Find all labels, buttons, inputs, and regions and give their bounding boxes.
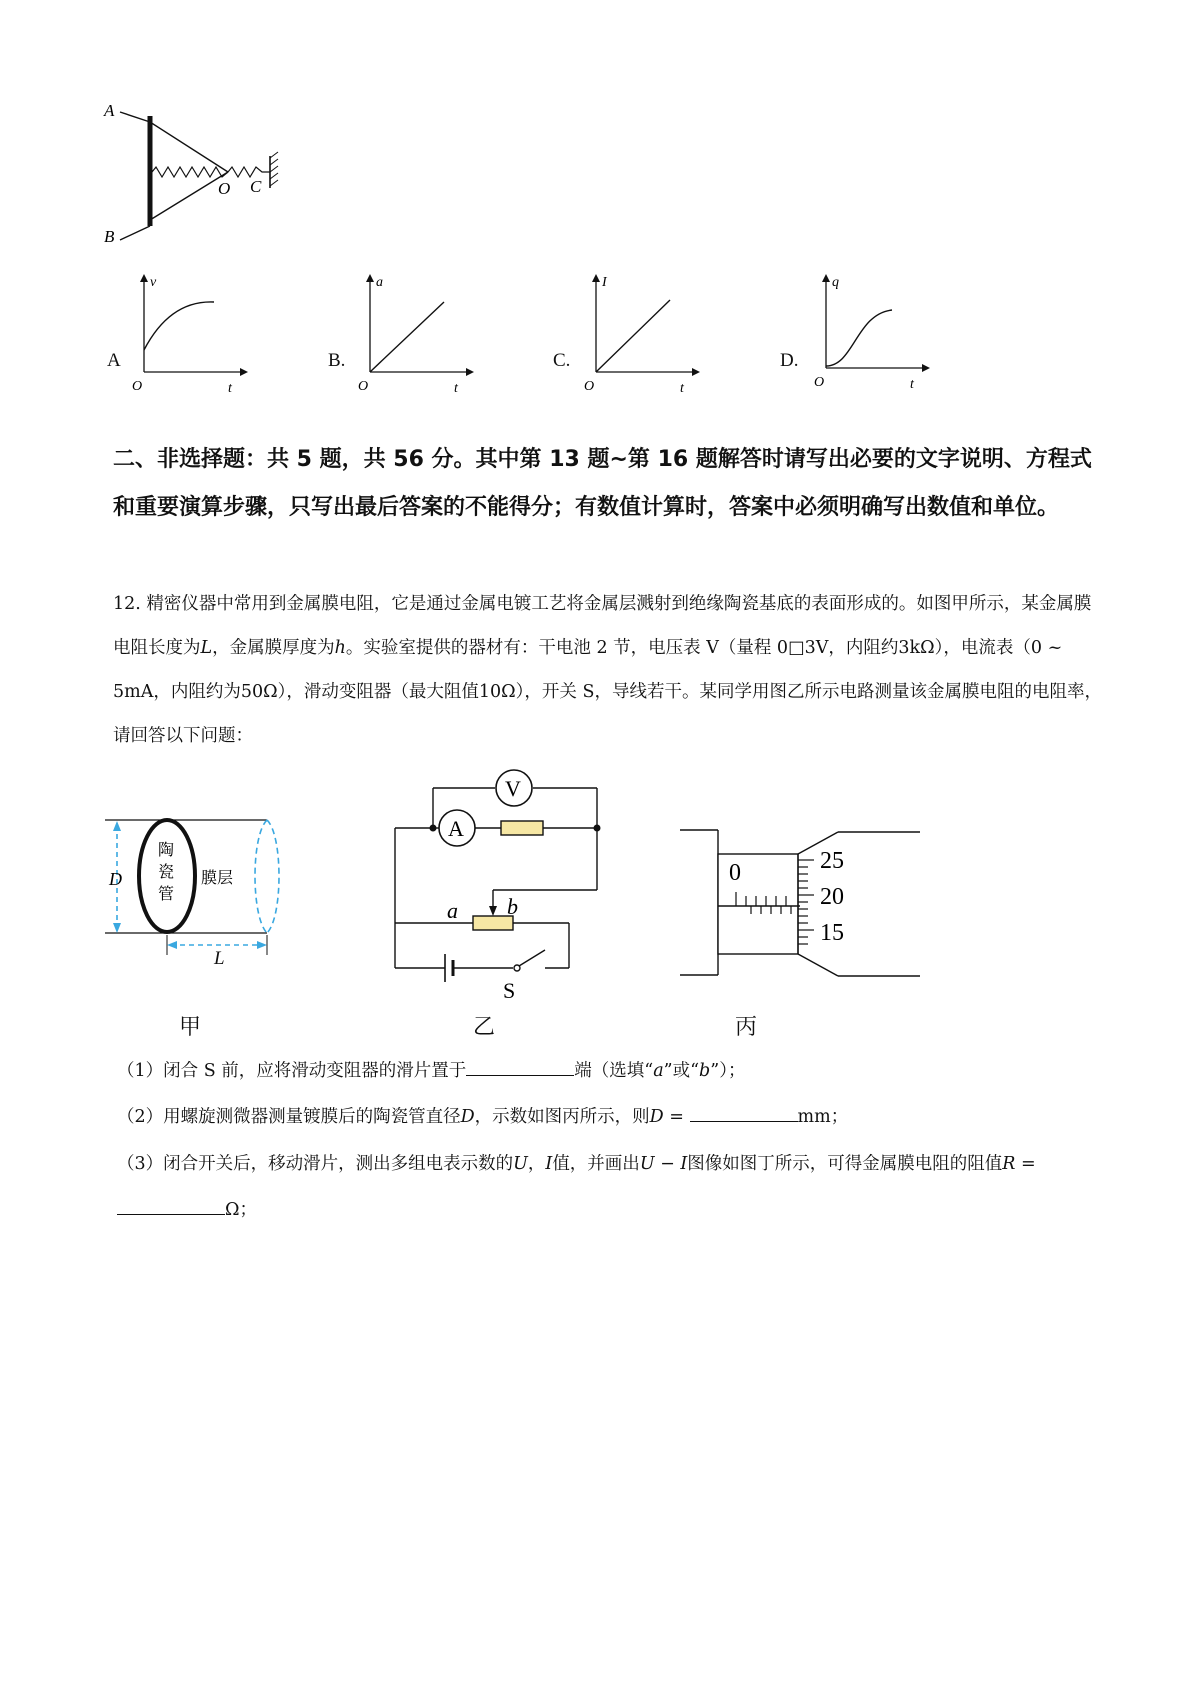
spring-inner bbox=[152, 167, 228, 177]
svg-text:S: S bbox=[503, 978, 516, 1003]
question-12-text: 12. 精密仪器中常用到金属膜电阻，它是通过金属电镀工艺将金属层溅射到绝缘陶瓷基底的表面形成的。如图甲所示，某金属膜电阻长度为L，金属膜厚度为h。实验室提供的器材有：干电池 2 节，电压表 V（量程 0□3V，内阻约3kΩ），电流表（0 ~ 5mA，内阻约为50Ω），滑动变阻器（最大阻值10Ω），开关 S，导线若干。某同学用图乙所示电路测量该金属膜电阻的电阻率，请回答以下问题： bbox=[113, 594, 1102, 746]
svg-text:a: a bbox=[376, 275, 383, 290]
svg-text:O: O bbox=[358, 379, 369, 394]
option-d-label: D. bbox=[780, 350, 799, 371]
label-B: B bbox=[104, 227, 115, 246]
spring-outer bbox=[228, 167, 270, 177]
caption-jia: 甲 bbox=[179, 1015, 202, 1040]
svg-text:膜层: 膜层 bbox=[201, 870, 234, 887]
svg-text:D: D bbox=[109, 869, 122, 889]
answer-blank-3[interactable] bbox=[117, 1194, 225, 1215]
svg-text:O: O bbox=[132, 379, 143, 394]
svg-text:t: t bbox=[680, 381, 684, 396]
svg-text:O: O bbox=[814, 375, 825, 390]
svg-text:陶: 陶 bbox=[158, 842, 175, 859]
spring-rod-figure bbox=[100, 100, 330, 260]
svg-text:t: t bbox=[228, 381, 232, 396]
svg-text:15: 15 bbox=[820, 920, 844, 946]
svg-text:I: I bbox=[602, 275, 607, 290]
caption-yi: 乙 bbox=[473, 1015, 496, 1040]
option-c-label: C. bbox=[553, 350, 571, 371]
figure-jia bbox=[105, 815, 335, 945]
label-C: C bbox=[250, 177, 262, 196]
svg-text:O: O bbox=[584, 379, 595, 394]
svg-text:0: 0 bbox=[729, 860, 741, 886]
svg-text:a: a bbox=[447, 898, 458, 923]
svg-text:t: t bbox=[910, 377, 914, 392]
option-a-label: A bbox=[107, 350, 121, 371]
option-d-graph bbox=[810, 270, 930, 398]
figure-bing-micrometer bbox=[680, 820, 920, 980]
svg-text:瓷: 瓷 bbox=[158, 864, 175, 881]
answer-blank-1[interactable] bbox=[466, 1055, 574, 1076]
jia-L-label: L bbox=[214, 948, 225, 969]
label-A: A bbox=[104, 101, 115, 120]
subquestion-2: （2）用螺旋测微器测量镀膜后的陶瓷管直径D，示数如图丙所示，则D = mm； bbox=[117, 1094, 1103, 1140]
caption-bing: 丙 bbox=[735, 1015, 758, 1040]
svg-text:A: A bbox=[448, 816, 464, 841]
answer-blank-2[interactable] bbox=[690, 1101, 798, 1122]
figure-yi-circuit bbox=[395, 768, 635, 1003]
option-b-graph bbox=[354, 270, 474, 398]
label-O: O bbox=[218, 179, 231, 198]
svg-text:25: 25 bbox=[820, 848, 844, 874]
subquestion-3: （3）闭合开关后，移动滑片，测出多组电表示数的U，I值，并画出U − I图像如图丁所示，可得金属膜电阻的阻值R = Ω； bbox=[117, 1154, 1036, 1220]
svg-text:b: b bbox=[507, 894, 518, 919]
svg-text:V: V bbox=[505, 776, 521, 801]
svg-text:v: v bbox=[150, 275, 157, 290]
section-2-heading: 二、非选择题：共 5 题，共 56 分。其中第 13 题~第 16 题解答时请写出必要的文字说明、方程式和重要演算步骤，只写出最后答案的不能得分；有数值计算时，答案中必须明确写出数值和单位。 bbox=[113, 447, 1092, 520]
svg-text:20: 20 bbox=[820, 884, 844, 910]
svg-text:管: 管 bbox=[158, 886, 175, 903]
option-b-label: B. bbox=[328, 350, 346, 371]
svg-text:t: t bbox=[454, 381, 458, 396]
svg-text:q: q bbox=[832, 275, 839, 290]
subquestion-1: （1）闭合 S 前，应将滑动变阻器的滑片置于 端（选填“a”或“b”）； bbox=[117, 1048, 1103, 1094]
option-c-graph bbox=[580, 270, 700, 398]
option-a-graph bbox=[128, 270, 248, 398]
